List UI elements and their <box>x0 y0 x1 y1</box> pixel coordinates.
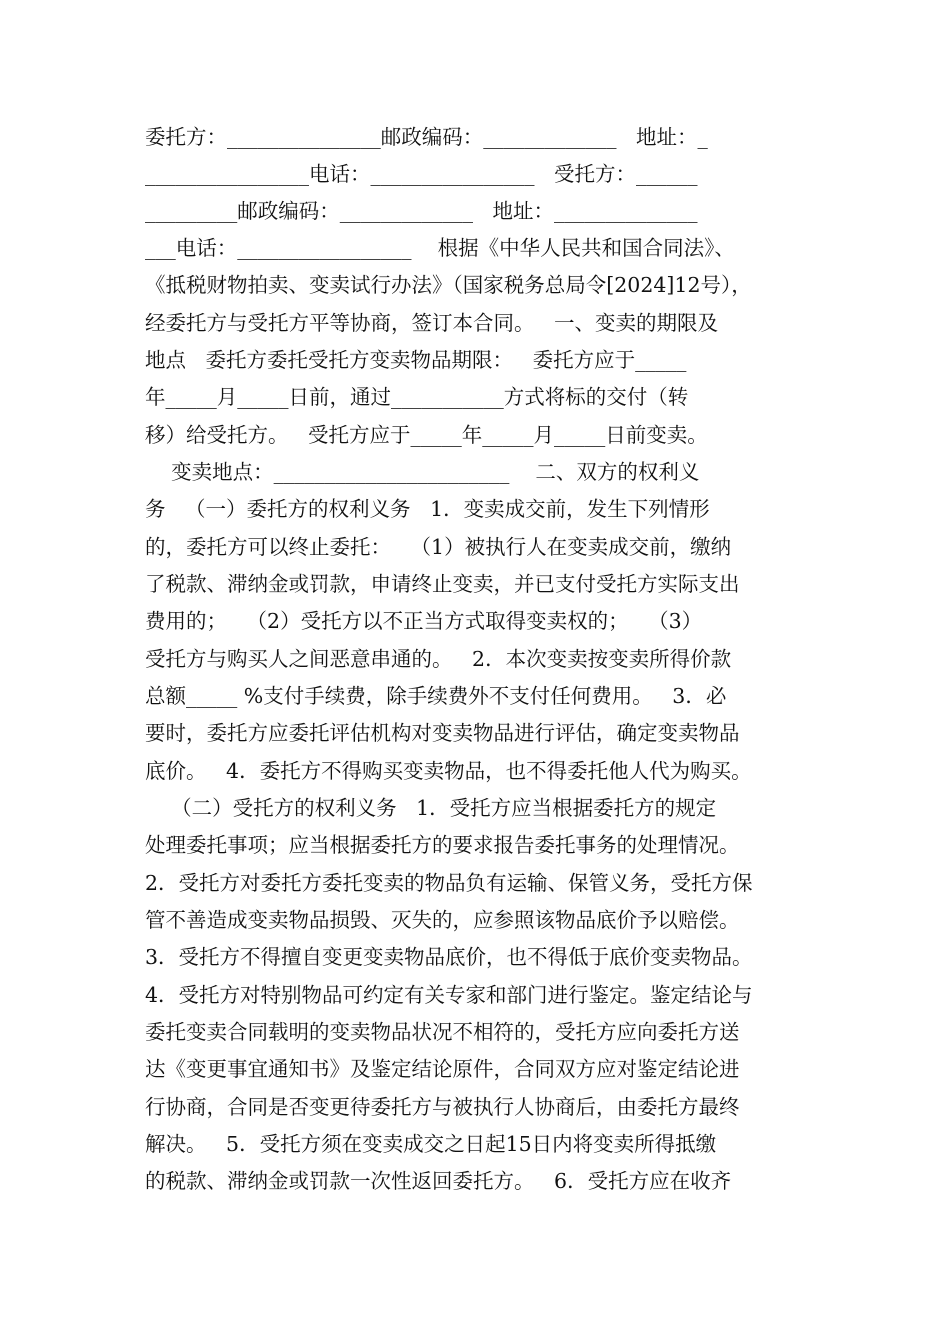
text-line: _________邮政编码：_____________ 地址：______________ <box>145 199 698 223</box>
text-line: 总额_____ %支付手续费，除手续费外不支付任何费用。 3．必 <box>145 684 727 708</box>
text-line: 变卖地点：_______________________ 二、双方的权利义 <box>145 460 700 484</box>
text-line: 委托方：_______________邮政编码：_____________ 地址：_ <box>145 125 708 149</box>
text-line: 了税款、滞纳金或罚款，申请终止变卖，并已支付受托方实际支出 <box>145 572 740 596</box>
text-line: ________________电话：________________ 受托方：______ <box>145 162 698 186</box>
text-line: 3．受托方不得擅自变更变卖物品底价，也不得低于底价变卖物品。 <box>145 945 753 969</box>
text-line: 经委托方与受托方平等协商，签订本合同。 一、变卖的期限及 <box>145 311 719 335</box>
text-line: 年_____月_____日前，通过___________方式将标的交付（转 <box>145 385 689 409</box>
text-line: 4．受托方对特别物品可约定有关专家和部门进行鉴定。鉴定结论与 <box>145 983 753 1007</box>
text-line: 行协商，合同是否变更待委托方与被执行人协商后，由委托方最终 <box>145 1095 740 1119</box>
text-line: 委托变卖合同载明的变卖物品状况不相符的，受托方应向委托方送 <box>145 1020 740 1044</box>
text-line: 2．受托方对委托方委托变卖的物品负有运输、保管义务，受托方保 <box>145 871 753 895</box>
text-line: 的税款、滞纳金或罚款一次性返回委托方。 6．受托方应在收齐 <box>145 1169 732 1193</box>
text-line: ___电话：_________________ 根据《中华人民共和国合同法》、 <box>145 236 735 260</box>
text-line: 务 （一）委托方的权利义务 1．变卖成交前，发生下列情形 <box>145 497 710 521</box>
text-line: 地点 委托方委托受托方变卖物品期限： 委托方应于_____ <box>145 348 687 372</box>
text-line: 达《变更事宜通知书》及鉴定结论原件，合同双方应对鉴定结论进 <box>145 1057 740 1081</box>
text-line: 要时，委托方应委托评估机构对变卖物品进行评估，确定变卖物品 <box>145 721 740 745</box>
text-line: 处理委托事项；应当根据委托方的要求报告委托事务的处理情况。 <box>145 833 740 857</box>
text-line: 管不善造成变卖物品损毁、灭失的，应参照该物品底价予以赔偿。 <box>145 908 740 932</box>
text-line: 移）给受托方。 受托方应于_____年_____月_____日前变卖。 <box>145 423 708 447</box>
text-line: 《抵税财物拍卖、变卖试行办法》（国家税务总局令[2024]12号）， <box>145 273 752 297</box>
text-line: 底价。 4．委托方不得购买变卖物品，也不得委托他人代为购买。 <box>145 759 752 783</box>
text-line: 受托方与购买人之间恶意串通的。 2．本次变卖按变卖所得价款 <box>145 647 732 671</box>
text-line: 的，委托方可以终止委托： （1）被执行人在变卖成交前，缴纳 <box>145 535 732 559</box>
text-line: 费用的； （2）受托方以不正当方式取得变卖权的； （3） <box>145 609 703 633</box>
text-line: （二）受托方的权利义务 1．受托方应当根据委托方的规定 <box>145 796 717 820</box>
text-line: 解决。 5．受托方须在变卖成交之日起15日内将变卖所得抵缴 <box>145 1132 717 1156</box>
